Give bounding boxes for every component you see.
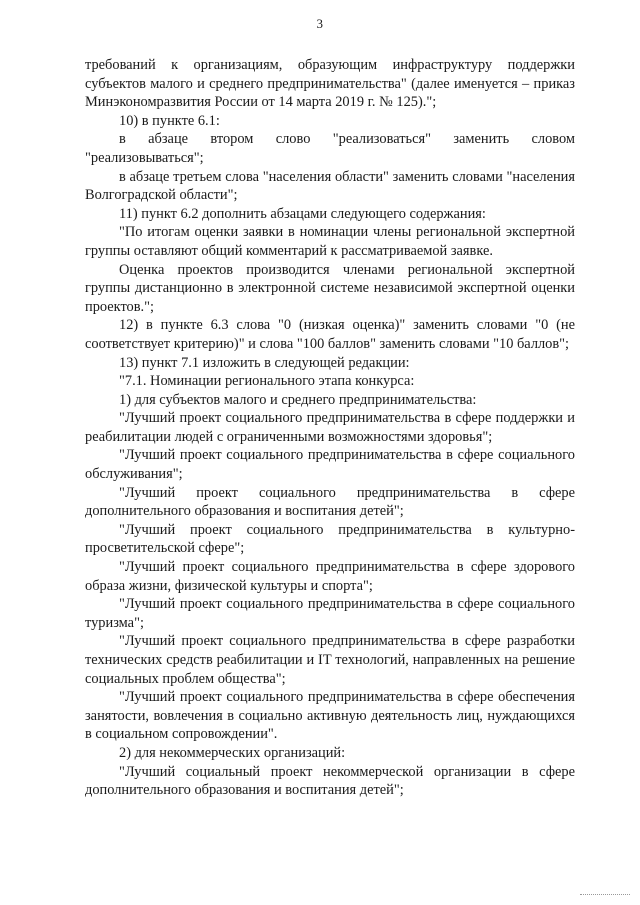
paragraph-12: "Лучший проект социального предпринимательства в сфере поддержки и реабилитации людей с ограниченными возможностями здоровья"; (85, 410, 575, 445)
paragraph-15: "Лучший проект социального предпринимательства в культурно-просветительской сфере"; (85, 521, 575, 557)
paragraph-16: "Лучший проект социального предпринимательства в сфере здорового образа жизни, физической культуры и спорта"; (85, 559, 575, 594)
paragraph-2: 10) в пункте 6.1: (119, 112, 220, 129)
paragraph-14: "Лучший проект социального предпринимательства в сфере дополнительного образования и воспитания детей"; (85, 484, 575, 520)
paragraph-18: "Лучший проект социального предпринимательства в сфере разработки технических средств реабилитации и IT технологий, направленных на решение социальных проблем общества"; (85, 633, 575, 687)
paragraph-11: 1) для субъектов малого и среднего предпринимательства: (119, 391, 477, 408)
paragraph-20: 2) для некоммерческих организаций: (119, 744, 346, 761)
paragraph-19: "Лучший проект социального предпринимательства в сфере обеспечения занятости, вовлечения в социально активную деятельность лиц, нуждающихся в социальном сопровождении". (85, 689, 575, 743)
paragraph-6: "По итогам оценки заявки в номинации члены региональной экспертной группы оставляют общий комментарий к рассматриваемой заявке. (85, 224, 575, 259)
page-number: 3 (316, 16, 324, 31)
paragraph-3: в абзаце втором слово "реализоваться" заменить словом "реализовываться"; (85, 131, 575, 166)
paragraph-4: в абзаце третьем слова "населения области" заменить словами "населения Волгоградской области"; (85, 168, 575, 204)
paragraph-5: 11) пункт 6.2 дополнить абзацами следующего содержания: (119, 205, 486, 222)
paragraph-8: 12) в пункте 6.3 слова "0 (низкая оценка)" заменить словами "0 (не соответствует критерию)" и слова "100 баллов" заменить словами "10 баллов"; (85, 317, 575, 352)
paragraph-10: "7.1. Номинации регионального этапа конкурса: (119, 373, 415, 390)
footer-mark (580, 894, 630, 901)
paragraph-17: "Лучший проект социального предпринимательства в сфере социального туризма"; (85, 596, 575, 631)
paragraph-21: "Лучший социальный проект некоммерческой организации в сфере дополнительного образования и воспитания детей"; (85, 763, 575, 799)
paragraph-13: "Лучший проект социального предпринимательства в сфере социального обслуживания"; (85, 447, 575, 483)
paragraph-1: требований к организациям, образующим инфраструктуру поддержки субъектов малого и среднего предпринимательства" (далее именуется – приказ Минэкономразвития России от 14 марта 2019 г. № 125)."; (85, 57, 575, 111)
document-body (85, 56, 575, 800)
paragraph-7: Оценка проектов производится членами региональной экспертной группы дистанционно в электронной системе независимой экспертной оценки проектов."; (85, 261, 575, 315)
paragraph-9: 13) пункт 7.1 изложить в следующей редакции: (119, 354, 410, 371)
